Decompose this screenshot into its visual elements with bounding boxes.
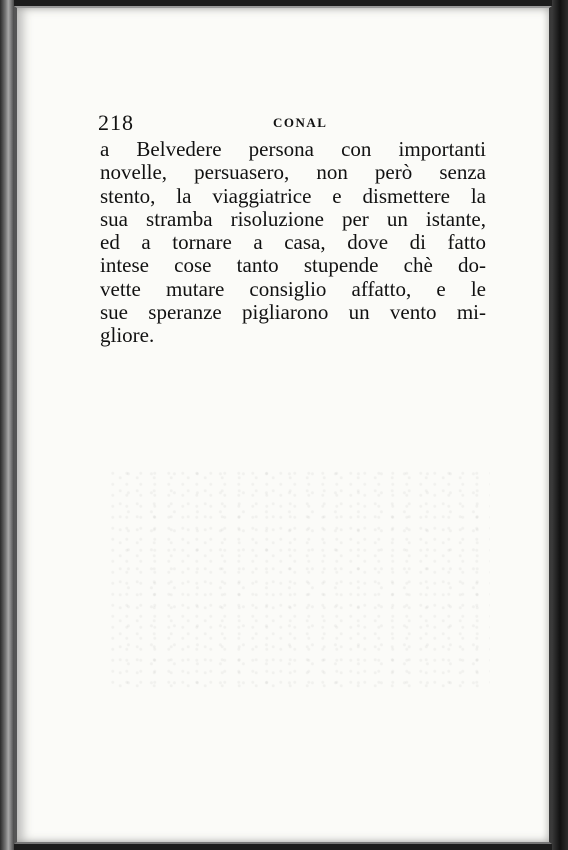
text-line: sue speranze pigliarono un vento mi- (100, 300, 486, 325)
running-head: CONAL (273, 115, 328, 130)
text-line: gliore. (100, 323, 155, 348)
bleed-through-texture (110, 470, 490, 690)
text-line: a Belvedere persona con importanti (100, 137, 486, 161)
book-binding-right (552, 0, 568, 850)
text-line: stento, la viaggiatrice e dismettere la (100, 183, 486, 208)
page-number: 218 (98, 110, 134, 135)
text-line: ed a tornare a casa, dove di fatto (100, 230, 486, 255)
text-line: intese cose tanto stupende chè do- (100, 253, 486, 278)
text-line: sua stramba risoluzione per un istante, (100, 206, 486, 231)
text-line: vette mutare consiglio affatto, e le (100, 276, 486, 301)
page-header (98, 110, 330, 136)
text-line: novelle, persuasero, non però senza (100, 160, 486, 185)
body-paragraph (100, 138, 486, 348)
book-binding-left (0, 0, 14, 850)
